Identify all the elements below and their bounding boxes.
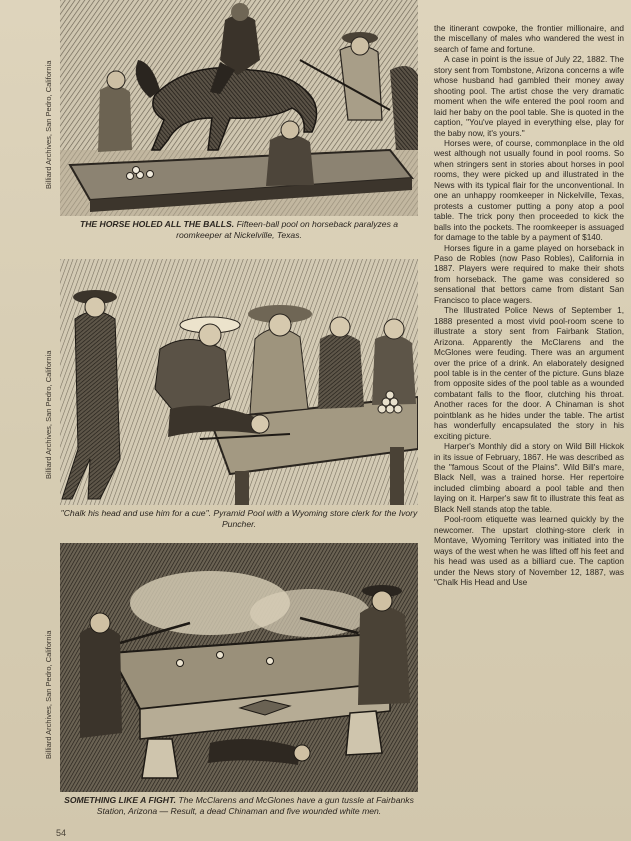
article-body-column [434, 24, 624, 588]
caption-fig1-text: Fifteen-ball pool on horseback paralyzes a roomkeeper at Nickelville, Texas. [176, 219, 399, 240]
paragraph-4: Horses figure in a game played on horseback in Paso de Robles (now Paso Robles), California in 1887. Players were required to make their shots from horseback. The game was considered so sensational that bettors came from distant San Francisco to place wagers. [434, 243, 624, 305]
paragraph-7: Pool-room etiquette was learned quickly by the newcomer. The upstart clothing-store clerk in Montave, Wyoming Territory was initiated into the ways of the west when he was lifted off his feet and his head was used as a billiard cue. The caption under the News story of November 12, 1887, was "Chalk His Head and Use [434, 515, 624, 588]
caption-fig3-text: The McClarens and McGlones have a gun tussle at Fairbanks Station, Arizona — Result, a dead Chinaman and five wounded white men. [96, 795, 414, 816]
caption-fig1 [60, 219, 418, 241]
paragraph-3: Horses were, of course, commonplace in the old west although not usually found in pool rooms. So when stringers sent in stories about horses in pool rooms, they were picked up and illustrated in the News with its typical flair for the unconventional. In one an unhappy roomkeeper in Nickelville, Texas, protests a customer putting a pony atop a pool table. The trick pony then proceeded to kick the balls into the pockets. The roomkeeper is assuaged for damage to the table by a payment of $140. [434, 138, 624, 243]
photo-credit-fig3: Billiard Archives, San Pedro, California [44, 630, 53, 760]
engraving-horse-pool [60, 0, 418, 216]
caption-fig3 [60, 795, 418, 817]
chalk-head-engraving-illustration [60, 259, 418, 505]
figure-gun-fight [60, 543, 418, 817]
gun-fight-engraving-illustration [60, 543, 418, 792]
caption-fig3-title: SOMETHING LIKE A FIGHT. [64, 795, 176, 805]
engraving-chalk-his-head [60, 259, 418, 505]
photo-credit-fig1: Billiard Archives, San Pedro, California [44, 60, 53, 190]
paragraph-2: A case in point is the issue of July 22, 1882. The story sent from Tombstone, Arizona concerns a wife whose husband had gambled their money away shooting pool. The artist chose the very dramatic moment when the wife entered the pool room and laid her baby on the pool table. She is quoted in the caption, "You've played in everything else, play for the baby now, it's yours." [434, 55, 624, 138]
caption-fig2-text: "Chalk his head and use him for a cue". Pyramid Pool with a Wyoming store clerk for the Ivory Puncher. [60, 508, 418, 529]
engraving-gun-fight [60, 543, 418, 792]
paragraph-1: the itinerant cowpoke, the frontier millionaire, and the miscellany of males who wandered the west in search of fame and fortune. [434, 24, 624, 54]
figure-horse-on-table [60, 0, 418, 241]
caption-fig1-title: THE HORSE HOLED ALL THE BALLS. [79, 219, 235, 229]
horse-engraving-illustration [60, 0, 418, 216]
caption-fig2 [60, 508, 418, 530]
paragraph-5: The Illustrated Police News of September 1, 1888 presented a most vivid pool-room scene to illustrate a story sent from Fairbank Station, Arizona. Apparently the McClarens and the McGlones were feuding. There was an argument over the price of a drink. An elaborately designed pool table is in the center of the picture. Guns blaze from opposite sides of the pool table as a wounded combatant falls to the floor, clutching his throat. Another races for the door. A Chinaman is shot pointblank as he hides under the table. The artist has wonderfully encapsulated the story in his exciting picture. [434, 306, 624, 441]
page-number: 54 [56, 828, 67, 838]
photo-credit-fig2: Billiard Archives, San Pedro, California [44, 350, 53, 480]
figure-chalk-his-head [60, 259, 418, 530]
paragraph-6: Harper's Monthly did a story on Wild Bill Hickok in its issue of February, 1867. He was described as the "famous Scout of the Plains". Wild Bill's mare, Black Nell, was a trained horse. Her repertoire included climbing aboard a pool table and then laying on it. Harper's saw fit to illustrate this feat as Black Nell stands atop the table. [434, 442, 624, 514]
